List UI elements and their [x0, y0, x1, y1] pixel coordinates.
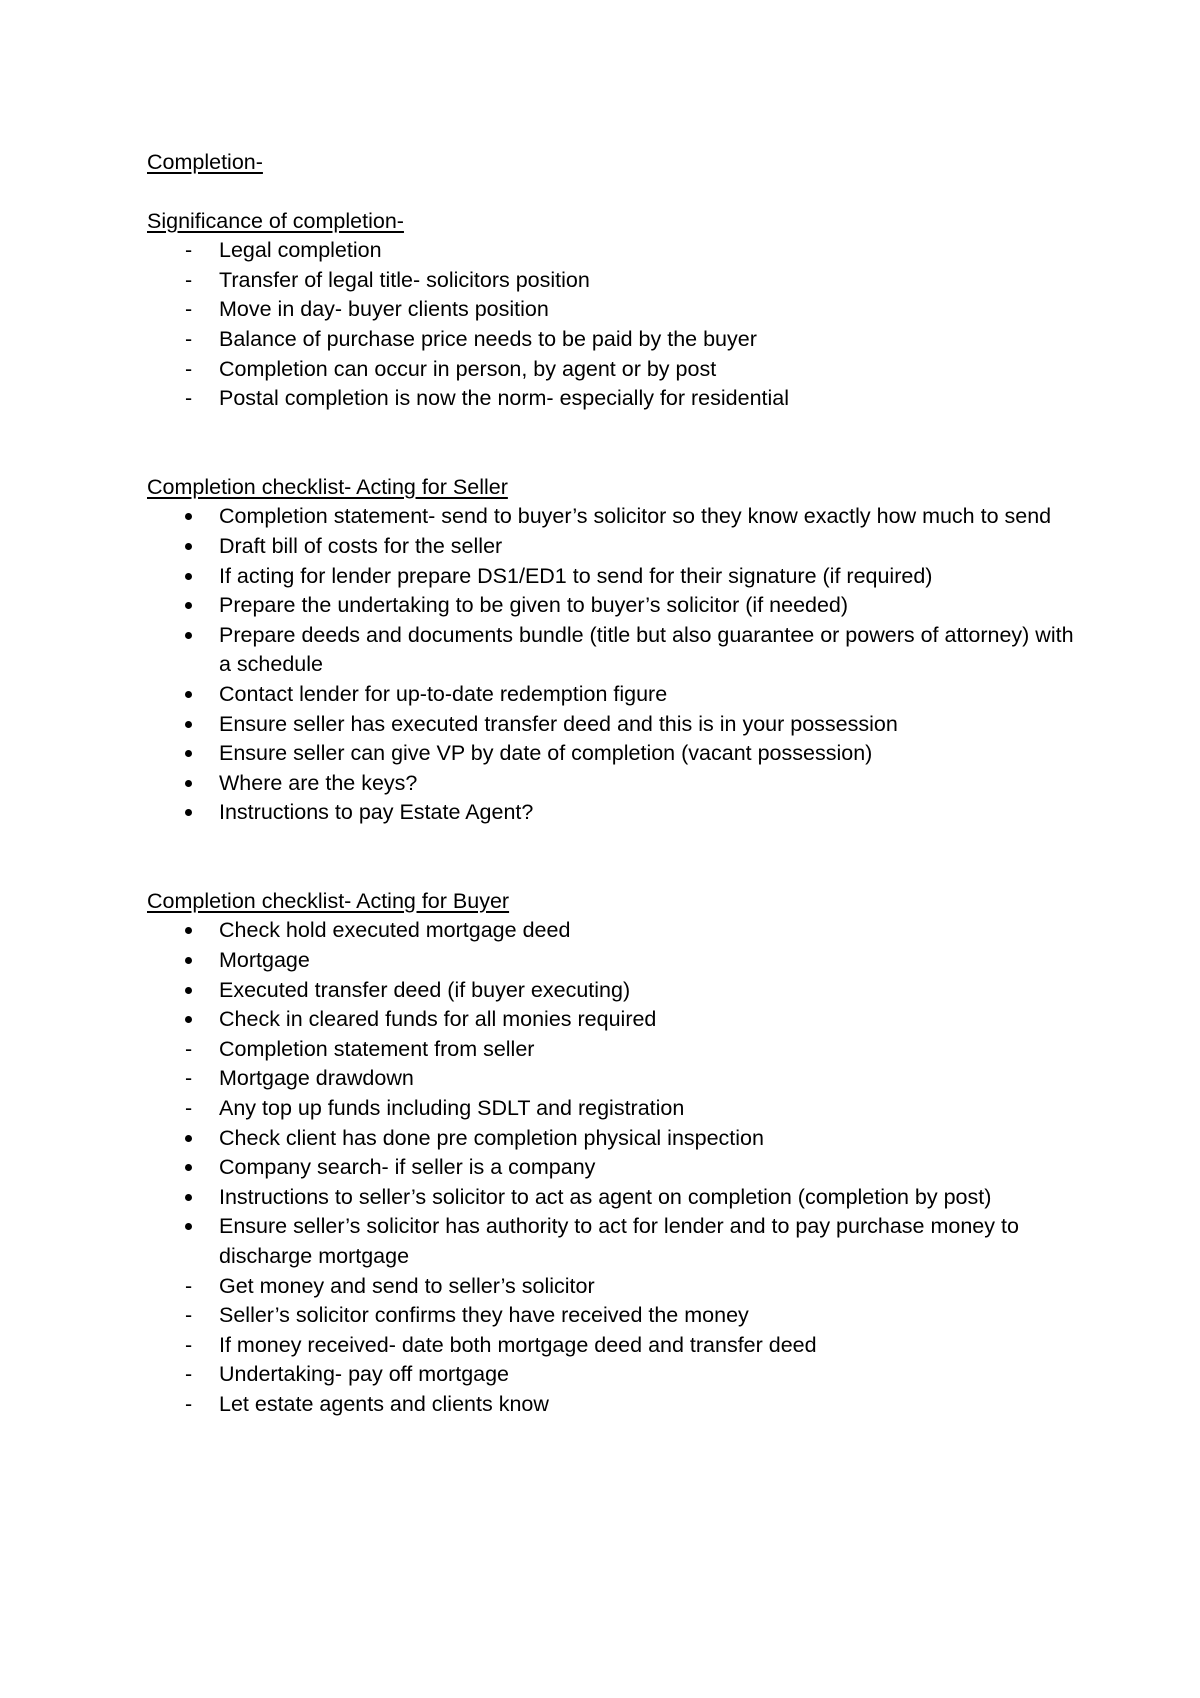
list-item-text: Completion statement from seller	[219, 1036, 535, 1061]
list-item	[147, 1035, 1077, 1065]
list-item	[147, 1124, 1077, 1154]
list-item	[147, 295, 1077, 325]
list-item-text: Check in cleared funds for all monies required	[219, 1007, 657, 1032]
list-item	[147, 1064, 1077, 1094]
list-item	[147, 1005, 1077, 1035]
list-item-text: Instructions to pay Estate Agent?	[219, 800, 534, 825]
list-item-text: If acting for lender prepare DS1/ED1 to send for their signature (if required)	[219, 563, 933, 588]
list-item-text: Draft bill of costs for the seller	[219, 533, 503, 558]
list-item-text: Prepare the undertaking to be given to buyer’s solicitor (if needed)	[219, 593, 849, 618]
list-item	[147, 739, 1077, 769]
list-item-text: Prepare deeds and documents bundle (title but also guarantee or powers of attorney) with a schedule	[219, 622, 1074, 677]
list-item-text: Where are the keys?	[219, 770, 418, 795]
list-item	[147, 946, 1077, 976]
section-heading-significance: Significance of completion-	[147, 208, 404, 233]
list-item	[147, 502, 1077, 532]
list-item-text: Undertaking- pay off mortgage	[219, 1362, 510, 1387]
buyer-checklist	[147, 916, 1077, 1419]
list-item-text: Executed transfer deed (if buyer executing)	[219, 977, 631, 1002]
list-item-text: Let estate agents and clients know	[219, 1391, 549, 1416]
list-item-text: Check hold executed mortgage deed	[219, 918, 571, 943]
document-body	[147, 148, 1077, 1420]
list-item	[147, 769, 1077, 799]
list-item	[147, 1212, 1077, 1271]
section-heading-buyer-checklist: Completion checklist- Acting for Buyer	[147, 888, 510, 913]
list-item-text: Mortgage drawdown	[219, 1066, 414, 1091]
list-item-text: Contact lender for up-to-date redemption figure	[219, 681, 668, 706]
seller-checklist	[147, 502, 1077, 828]
list-item-text: Get money and send to seller’s solicitor	[219, 1273, 595, 1298]
list-item	[147, 680, 1077, 710]
list-item	[147, 325, 1077, 355]
list-item	[147, 621, 1077, 680]
significance-list	[147, 236, 1077, 414]
list-item	[147, 1153, 1077, 1183]
list-item	[147, 1183, 1077, 1213]
list-item-text: Company search- if seller is a company	[219, 1155, 596, 1180]
list-item	[147, 916, 1077, 946]
list-item	[147, 976, 1077, 1006]
list-item	[147, 1360, 1077, 1390]
spacer	[147, 414, 1077, 473]
list-item	[147, 1331, 1077, 1361]
list-item	[147, 1301, 1077, 1331]
list-item-text: Seller’s solicitor confirms they have received the money	[219, 1303, 749, 1328]
list-item	[147, 798, 1077, 828]
list-item	[147, 591, 1077, 621]
list-item	[147, 355, 1077, 385]
list-item-text: Postal completion is now the norm- especially for residential	[219, 386, 790, 411]
list-item-text: Completion can occur in person, by agent or by post	[219, 356, 717, 381]
list-item-text: If money received- date both mortgage deed and transfer deed	[219, 1332, 817, 1357]
spacer	[147, 828, 1077, 887]
list-item-text: Balance of purchase price needs to be paid by the buyer	[219, 326, 757, 351]
list-item	[147, 1390, 1077, 1420]
list-item-text: Transfer of legal title- solicitors position	[219, 267, 590, 292]
list-item	[147, 562, 1077, 592]
list-item-text: Ensure seller can give VP by date of completion (vacant possession)	[219, 741, 873, 766]
list-item-text: Ensure seller has executed transfer deed and this is in your possession	[219, 711, 898, 736]
list-item-text: Legal completion	[219, 238, 382, 263]
list-item-text: Mortgage	[219, 948, 310, 973]
list-item	[147, 1272, 1077, 1302]
list-item	[147, 266, 1077, 296]
section-heading-seller-checklist: Completion checklist- Acting for Seller	[147, 474, 508, 499]
spacer	[147, 178, 1077, 207]
list-item-text: Check client has done pre completion physical inspection	[219, 1125, 764, 1150]
list-item	[147, 532, 1077, 562]
document-title: Completion-	[147, 150, 263, 174]
list-item-text: Move in day- buyer clients position	[219, 297, 549, 322]
list-item-text: Instructions to seller’s solicitor to act as agent on completion (completion by post)	[219, 1184, 992, 1209]
list-item	[147, 1094, 1077, 1124]
list-item-text: Completion statement- send to buyer’s solicitor so they know exactly how much to send	[219, 504, 1052, 529]
list-item	[147, 236, 1077, 266]
list-item-text: Any top up funds including SDLT and registration	[219, 1096, 685, 1121]
list-item-text: Ensure seller’s solicitor has authority to act for lender and to pay purchase money to discharge mortgage	[219, 1214, 1019, 1268]
list-item	[147, 710, 1077, 740]
list-item	[147, 384, 1077, 414]
